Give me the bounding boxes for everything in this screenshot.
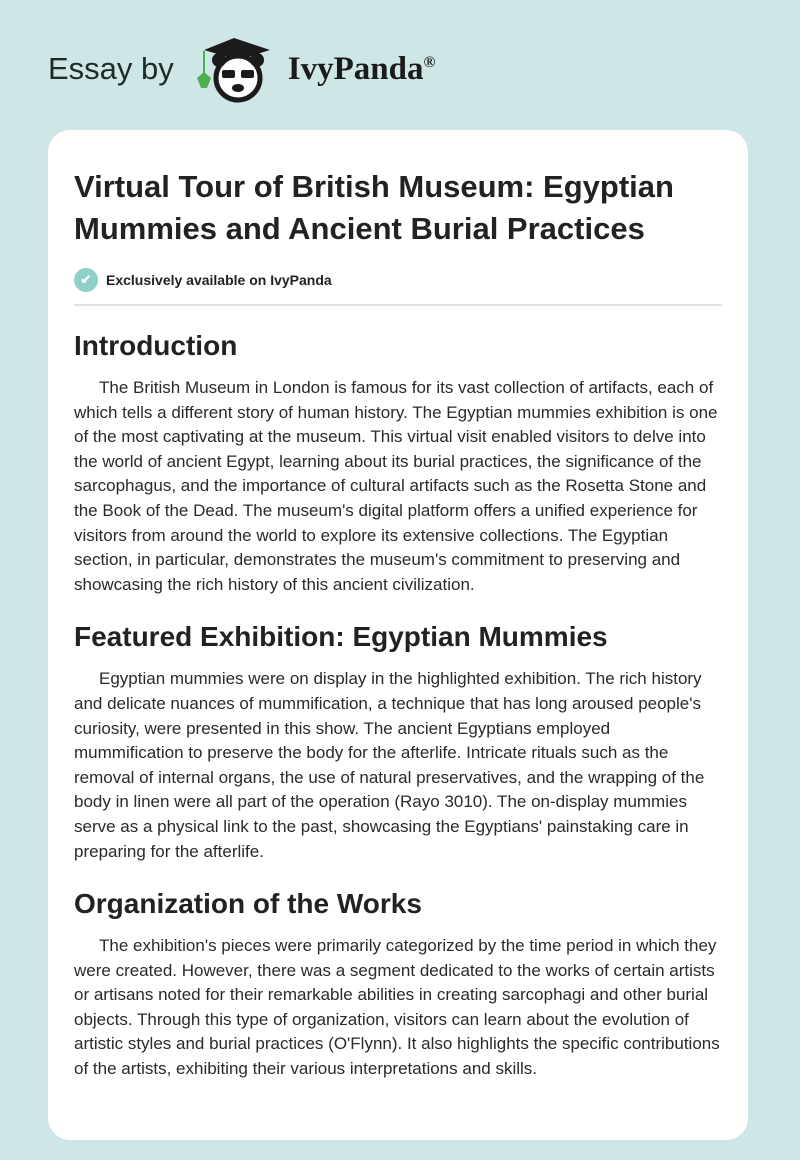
ivypanda-logo-text: IvyPanda® <box>287 50 436 87</box>
section-paragraph: The British Museum in London is famous for its vast collection of artifacts, each of which tells a different story of human history. The Egyptian mummies exhibition is one of the most captivating at the museum. This virtual visit enabled visitors to delve into the world of ancient Egypt, learning about its burial practices, the significance of the sarcophagus, and the importance of cultural artifacts such as the Rosetta Stone and the Book of the Dead. The museum's digital platform offers a unified experience for visitors from around the world to explore its extensive collections. The Egyptian section, in particular, demonstrates the museum's commitment to preserving and showcasing the rich history of this ancient civilization. <box>74 378 718 594</box>
section-paragraph: Egyptian mummies were on display in the highlighted exhibition. The rich history and delicate nuances of mummification, a technique that has long aroused people's curiosity, were presented in this show. The ancient Egyptians employed mummification to preserve the body for the afterlife. Intricate rituals such as the removal of internal organs, the use of natural preservatives, and the wrapping of the body in linen were all part of the operation (Rayo 3010). The on-display mummies serve as a physical link to the past, showcasing the Egyptians' painstaking care in preparing for the afterlife. <box>74 669 705 861</box>
exclusive-label: Exclusively available on IvyPanda <box>106 272 332 288</box>
section-heading: Featured Exhibition: Egyptian Mummies <box>74 621 608 653</box>
divider <box>74 304 722 306</box>
section-paragraph: The exhibition's pieces were primarily categorized by the time period in which they were created. However, there was a segment dedicated to the works of certain artists or artisans noted for their remarkable abilities in creating sarcophagi and other burial objects. Through this type of organization, visitors can learn about the evolution of artistic styles and burial practices (O'Flynn). It also highlights the specific contributions of the artists, exhibiting their various interpretations and skills. <box>74 936 720 1079</box>
essay-by-label: Essay by <box>48 51 174 86</box>
panda-logo-icon <box>192 34 282 104</box>
essay-card <box>48 130 748 1140</box>
section-heading: Organization of the Works <box>74 888 422 920</box>
section-heading: Introduction <box>74 330 238 361</box>
brand-header <box>48 34 435 104</box>
exclusive-badge <box>74 268 722 292</box>
check-icon: ✔ <box>74 268 98 292</box>
essay-title: Virtual Tour of British Museum: Egyptian Mummies and Ancient Burial Practices <box>74 169 674 246</box>
